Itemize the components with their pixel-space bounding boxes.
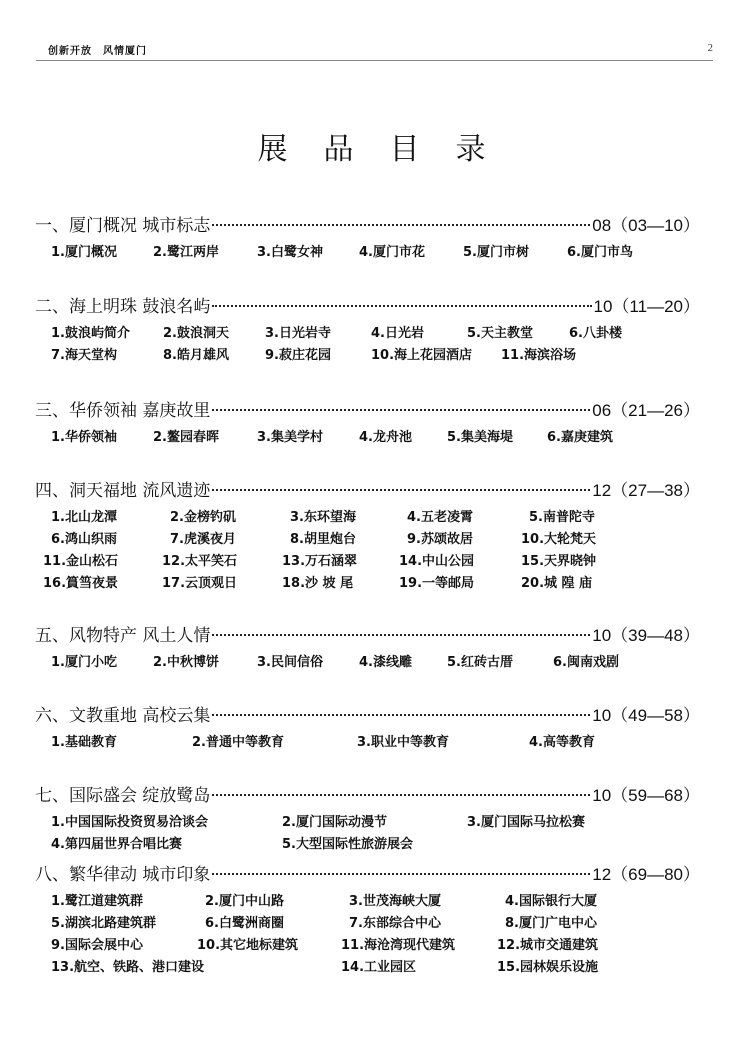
dot-leader bbox=[212, 224, 590, 226]
item-row bbox=[35, 550, 700, 572]
list-item: 4.五老凌霄 bbox=[407, 510, 473, 525]
list-item: 2.鼓浪洞天 bbox=[163, 326, 229, 341]
dot-leader bbox=[212, 409, 590, 411]
item-row bbox=[35, 731, 700, 753]
list-item: 4.高等教育 bbox=[529, 735, 595, 750]
list-item: 2.中秋博饼 bbox=[153, 655, 219, 670]
list-item: 3.集美学村 bbox=[257, 430, 323, 445]
list-item: 11.海沧湾现代建筑 bbox=[341, 938, 456, 953]
list-item: 1.基础教育 bbox=[51, 735, 117, 750]
item-row bbox=[35, 651, 700, 673]
list-item: 12.太平笑石 bbox=[162, 554, 238, 569]
section-page-range: （21—26） bbox=[611, 401, 700, 420]
toc-section-2 bbox=[35, 292, 700, 366]
item-row bbox=[35, 833, 700, 855]
section-page-range: （69—80） bbox=[611, 865, 700, 884]
toc-section-1 bbox=[35, 211, 700, 263]
list-item: 14.中山公园 bbox=[399, 554, 475, 569]
section-title: 六、文教重地 高校云集 bbox=[35, 706, 211, 726]
section-page-count: 10 bbox=[592, 626, 612, 645]
item-row bbox=[35, 322, 700, 344]
list-item: 2.鳌园春晖 bbox=[153, 430, 219, 445]
list-item: 4.日光岩 bbox=[371, 326, 424, 341]
list-item: 4.龙舟池 bbox=[359, 430, 412, 445]
item-row bbox=[35, 506, 700, 528]
item-row bbox=[35, 426, 700, 448]
section-page-count: 08 bbox=[592, 216, 612, 235]
list-item: 16.篔筜夜景 bbox=[43, 576, 119, 591]
list-item: 6.厦门市鸟 bbox=[567, 245, 633, 260]
list-item: 19.一等邮局 bbox=[399, 576, 475, 591]
list-item: 9.苏颂故居 bbox=[407, 532, 473, 547]
list-item: 12.城市交通建筑 bbox=[497, 938, 599, 953]
list-item: 8.厦门广电中心 bbox=[505, 916, 597, 931]
list-item: 5.红砖古厝 bbox=[447, 655, 513, 670]
item-row bbox=[35, 572, 700, 594]
item-row bbox=[35, 241, 700, 263]
list-item: 1.华侨领袖 bbox=[51, 430, 117, 445]
list-item: 8.皓月雄风 bbox=[163, 348, 229, 363]
list-item: 2.普通中等教育 bbox=[192, 735, 284, 750]
list-item: 10.其它地标建筑 bbox=[197, 938, 299, 953]
dot-leader bbox=[212, 634, 590, 636]
section-title: 三、华侨领袖 嘉庚故里 bbox=[35, 401, 211, 421]
list-item: 1.厦门概况 bbox=[51, 245, 117, 260]
list-item: 17.云顶观日 bbox=[162, 576, 238, 591]
list-item: 1.鹭江道建筑群 bbox=[51, 894, 143, 909]
toc-section-6 bbox=[35, 701, 700, 753]
list-item: 3.白鹭女神 bbox=[257, 245, 323, 260]
list-item: 10.海上花园酒店 bbox=[371, 348, 473, 363]
section-title: 二、海上明珠 鼓浪名屿 bbox=[35, 297, 211, 317]
section-title: 七、国际盛会 绽放鹭岛 bbox=[35, 786, 211, 806]
list-item: 2.厦门中山路 bbox=[205, 894, 284, 909]
list-item: 1.厦门小吃 bbox=[51, 655, 117, 670]
list-item: 9.菽庄花园 bbox=[265, 348, 331, 363]
section-page-count: 12 bbox=[592, 481, 612, 500]
list-item: 3.厦门国际马拉松赛 bbox=[467, 815, 585, 830]
section-page-count: 12 bbox=[592, 865, 612, 884]
section-title: 八、繁华律动 城市印象 bbox=[35, 865, 211, 885]
item-row bbox=[35, 528, 700, 550]
list-item: 6.闽南戏剧 bbox=[553, 655, 619, 670]
list-item: 8.胡里炮台 bbox=[290, 532, 356, 547]
list-item: 2.厦门国际动漫节 bbox=[282, 815, 387, 830]
list-item: 3.东环望海 bbox=[290, 510, 356, 525]
section-page-count: 10 bbox=[593, 297, 613, 316]
list-item: 4.国际银行大厦 bbox=[505, 894, 597, 909]
list-item: 3.民间信俗 bbox=[257, 655, 323, 670]
list-item: 13.万石涵翠 bbox=[282, 554, 358, 569]
item-row bbox=[35, 811, 700, 833]
list-item: 5.南普陀寺 bbox=[529, 510, 595, 525]
list-item: 18.沙 坡 尾 bbox=[282, 576, 354, 591]
header-slogan: 创新开放 风情厦门 bbox=[48, 46, 147, 57]
item-row bbox=[35, 890, 700, 912]
section-page-range: （27—38） bbox=[611, 481, 700, 500]
section-page-count: 06 bbox=[592, 401, 612, 420]
list-item: 6.嘉庚建筑 bbox=[547, 430, 613, 445]
section-page-range: （03—10） bbox=[611, 216, 700, 235]
list-item: 5.天主教堂 bbox=[467, 326, 533, 341]
list-item: 5.厦门市树 bbox=[463, 245, 529, 260]
list-item: 7.东部综合中心 bbox=[349, 916, 441, 931]
list-item: 10.大轮梵天 bbox=[521, 532, 597, 547]
list-item: 6.鸿山织雨 bbox=[51, 532, 117, 547]
section-title: 一、厦门概况 城市标志 bbox=[35, 216, 211, 236]
running-header bbox=[36, 42, 713, 61]
list-item: 9.国际会展中心 bbox=[51, 938, 143, 953]
list-item: 3.日光岩寺 bbox=[265, 326, 331, 341]
item-row bbox=[35, 344, 700, 366]
toc-section-5 bbox=[35, 621, 700, 673]
list-item: 6.白鹭洲商圈 bbox=[205, 916, 284, 931]
list-item: 2.鹭江两岸 bbox=[153, 245, 219, 260]
section-page-count: 10 bbox=[592, 786, 612, 805]
section-page-range: （59—68） bbox=[611, 786, 700, 805]
list-item: 15.园林娱乐设施 bbox=[497, 960, 599, 975]
list-item: 6.八卦楼 bbox=[569, 326, 622, 341]
section-title: 四、洞天福地 流风遗迹 bbox=[35, 481, 211, 501]
list-item: 15.天界晓钟 bbox=[521, 554, 597, 569]
section-title: 五、风物特产 风土人情 bbox=[35, 626, 211, 646]
toc-section-7 bbox=[35, 781, 700, 855]
dot-leader bbox=[212, 305, 591, 307]
list-item: 3.世茂海峡大厦 bbox=[349, 894, 441, 909]
page-number: 2 bbox=[707, 42, 713, 54]
list-item: 4.第四届世界合唱比赛 bbox=[51, 837, 182, 852]
page-title: 展品目录 bbox=[257, 132, 522, 167]
list-item: 3.职业中等教育 bbox=[357, 735, 449, 750]
list-item: 5.大型国际性旅游展会 bbox=[282, 837, 413, 852]
list-item: 13.航空、铁路、港口建设 bbox=[51, 960, 205, 975]
toc-section-4 bbox=[35, 476, 700, 594]
dot-leader bbox=[212, 714, 590, 716]
list-item: 1.北山龙潭 bbox=[51, 510, 117, 525]
item-row bbox=[35, 956, 700, 978]
list-item: 5.湖滨北路建筑群 bbox=[51, 916, 156, 931]
list-item: 4.漆线雕 bbox=[359, 655, 412, 670]
list-item: 5.集美海堤 bbox=[447, 430, 513, 445]
section-page-range: （11—20） bbox=[612, 297, 700, 316]
list-item: 20.城 隍 庙 bbox=[521, 576, 593, 591]
list-item: 14.工业园区 bbox=[341, 960, 417, 975]
toc-section-8 bbox=[35, 860, 700, 978]
dot-leader bbox=[212, 794, 590, 796]
item-row bbox=[35, 934, 700, 956]
list-item: 1.中国国际投资贸易洽谈会 bbox=[51, 815, 208, 830]
item-row bbox=[35, 912, 700, 934]
list-item: 7.海天堂构 bbox=[51, 348, 117, 363]
section-page-range: （39—48） bbox=[611, 626, 700, 645]
dot-leader bbox=[212, 489, 590, 491]
dot-leader bbox=[212, 873, 590, 875]
list-item: 1.鼓浪屿简介 bbox=[51, 326, 130, 341]
section-page-count: 10 bbox=[592, 706, 612, 725]
list-item: 4.厦门市花 bbox=[359, 245, 425, 260]
list-item: 2.金榜钓矶 bbox=[170, 510, 236, 525]
list-item: 7.虎溪夜月 bbox=[170, 532, 236, 547]
list-item: 11.海滨浴场 bbox=[501, 348, 577, 363]
toc-section-3 bbox=[35, 396, 700, 448]
list-item: 11.金山松石 bbox=[43, 554, 119, 569]
section-page-range: （49—58） bbox=[611, 706, 700, 725]
